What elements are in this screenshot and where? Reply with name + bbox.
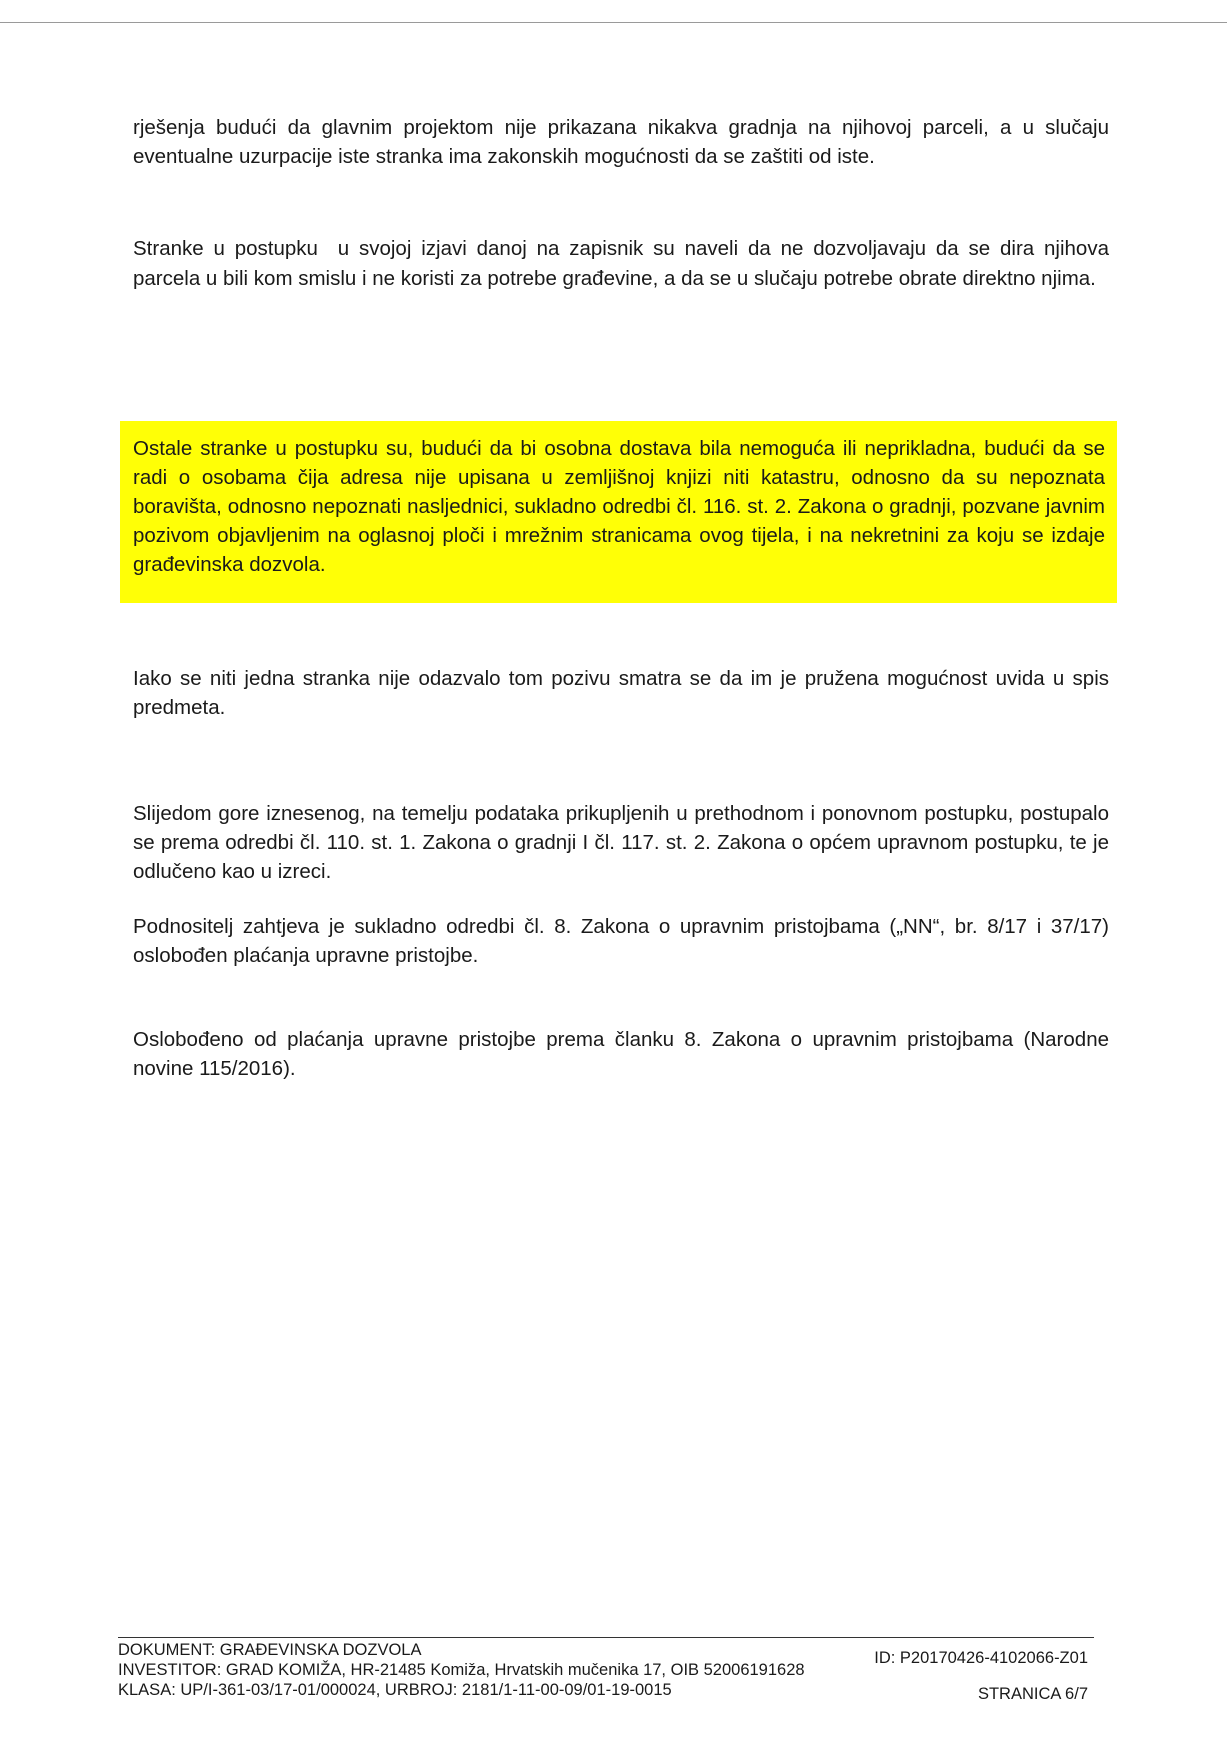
footer-rule [118, 1637, 1094, 1638]
paragraph-text: Podnositelj zahtjeva je sukladno odredbi čl. 8. Zakona o upravnim pristojbama („NN“, br. 8/17 i 37/17) oslobođen plaćanja upravne pristojbe. [133, 915, 1109, 967]
footer-page-number: STRANICA 6/7 [977, 1685, 1088, 1703]
footer-investor: INVESTITOR: GRAD KOMIŽA, HR-21485 Komiža, Hrvatskih mučenika 17, OIB 52006191628 [118, 1661, 805, 1679]
page-top-rule [0, 22, 1227, 23]
paragraph-text: Ostale stranke u postupku su, budući da bi osobna dostava bila nemoguća ili neprikladna, budući da se radi o osobama čija adresa nije upisana u zemljišnoj knjizi niti katastru, odnosno da su nepoznata boravišta, odnosno nepoznati nasljednici, sukladno odredbi čl. 116. st. 2. Zakona o gradnji, pozvane javnim pozivom objavljenim na oglasnoj ploči i mrežnim stranicama ovog tijela, i na nekretnini za koju se izdaje građevinska dozvola. [133, 437, 1105, 576]
paragraph-parties-statement [133, 234, 1109, 293]
footer-document-type: DOKUMENT: GRAĐEVINSKA DOZVOLA [118, 1641, 422, 1659]
paragraph-no-response [133, 664, 1109, 722]
paragraph-legal-basis [133, 799, 1109, 886]
paragraph-text: Oslobođeno od plaćanja upravne pristojbe prema članku 8. Zakona o upravnim pristojbama (Narodne novine 115/2016). [133, 1028, 1109, 1080]
paragraph-fee-exemption [133, 912, 1109, 970]
footer-klasa: KLASA: UP/I-361-03/17-01/000024, URBROJ: 2181/1-11-00-09/01-19-0015 [118, 1681, 672, 1699]
paragraph-text: rješenja budući da glavnim projektom nije prikazana nikakva gradnja na njihovoj parceli, a u slučaju eventualne uzurpacije iste stranka ima zakonskih mogućnosti da se zaštiti od iste. [133, 116, 1109, 168]
paragraph-fee-exemption-note [133, 1025, 1109, 1083]
paragraph-text-start: Stranke u postupku [133, 237, 318, 260]
footer-document-id: ID: P20170426-4102066-Z01 [874, 1649, 1088, 1667]
paragraph-continuation [133, 113, 1109, 171]
paragraph-text-rest: u svojoj izjavi danoj na zapisnik su naveli da ne dozvoljavaju da se dira njihova parcela u bili kom smislu i ne koristi za potrebe građevine, a da se u slučaju potrebe obrate direktno njima. [133, 237, 1109, 291]
paragraph-text: Iako se niti jedna stranka nije odazvalo tom pozivu smatra se da im je pružena mogućnost uvida u spis predmeta. [133, 667, 1109, 719]
paragraph-text: Slijedom gore iznesenog, na temelju podataka prikupljenih u prethodnom i ponovnom postupku, postupalo se prema odredbi čl. 110. st. 1. Zakona o gradnji I čl. 117. st. 2. Zakona o općem upravnom postupku, te je odlučeno kao u izreci. [133, 802, 1109, 883]
paragraph-highlighted [133, 434, 1105, 579]
